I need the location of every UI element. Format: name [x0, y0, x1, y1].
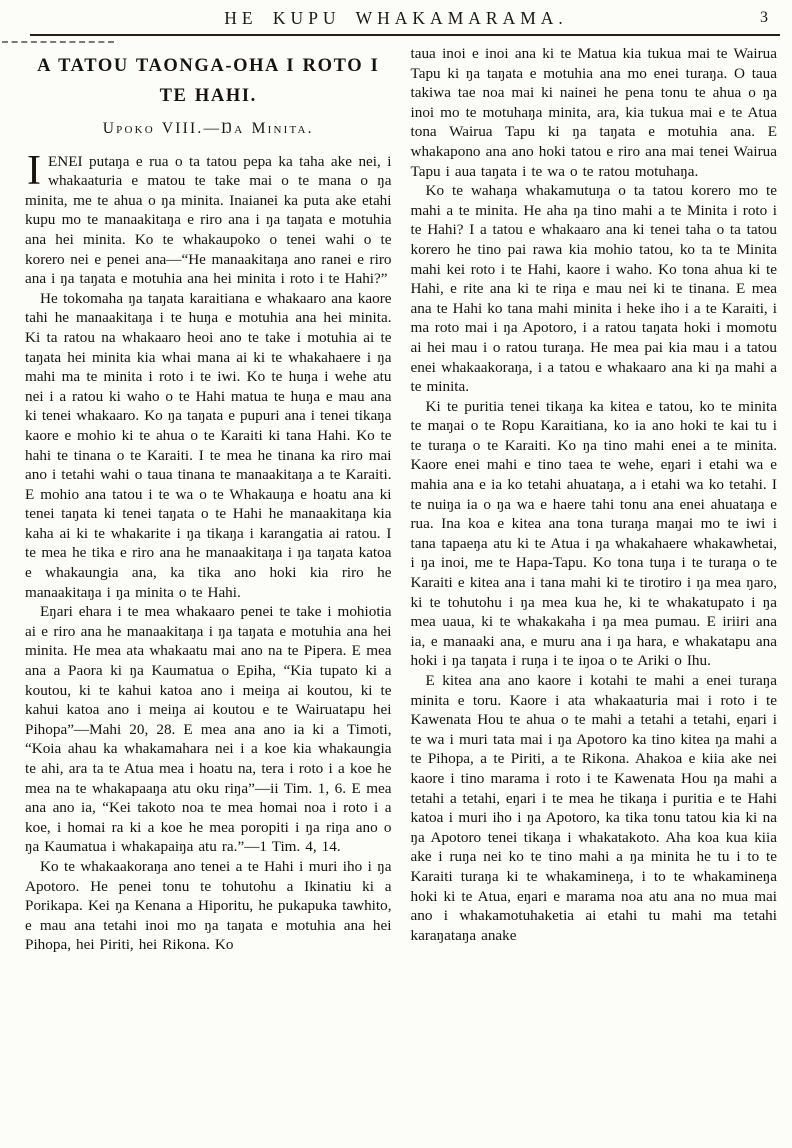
body-paragraph-8: E kitea ana ano kaore i kotahi te mahi a enei turaŋa minita e toru. Kaore i ata whakaaturia mai i roto i te Kawenata Hou te ahua o te mahi a tetahi a tetahi, eŋari i te wa i muri tata mai i ŋa Apotoro ka tino kitea ŋa mahi a te Pihopa, a te Piriti, a te Rikona. Ahakoa e kiia ake nei kaore i tino marama i roto i te Kawenata Hou ŋa mahi a tetahi a tetahi, eŋari i te mea he tikaŋa i puritia e te Hahi katoa i muri iho i ŋa Apotoro, ka tika tonu tatou kia ki na ŋa Apotoro tenei tikaŋa i whakatakoto. Aha koa kua kiia ake i ruŋa nei ko te tino mahi a ŋa minita he tu i to te Karaiti turaŋa ki te whakamineŋa, i to te whakamineŋa hoki ki te Atua, eŋari e marama noa atu ana no mua mai ano i whakamotuhaketia ai etahi tu mahi ma tetahi karaŋataŋa anake [410, 672, 777, 944]
drop-cap-initial: I [27, 147, 41, 194]
chapter-heading: Upoko VIII.—Ŋa Minita. [102, 120, 314, 137]
body-paragraph-6: Ko te wahaŋa whakamutuŋa o ta tatou korero mo te mahi a te minita. He aha ŋa tino mahi a te Minita i roto i te Hahi? I a tatou e whakaaro ana ki tenei taha o ta tatou korero he tino pai rawa kia mohio tatou, ko ta te Minita mahi kei roto i te Hahi, kaore i waho. Ko tona ahua ki te Hahi, e rite ana ki te riŋa e mau nei ki te tinana. E mea ana te Hahi ko tana mahi minita i heke iho i a te Karaiti, i ma roto mai i ŋa Apotoro, i a ratou taŋata hoki i momotu ai hei mau i o ratou turaŋa. He mea pai kia mau i a tatou enei whakaakoraŋa, i a tatou e whakaaro ana ki ŋa mahi a te minita. [410, 182, 777, 396]
publication-title: HE KUPU WHAKAMARAMA. [224, 8, 568, 28]
article-title-line-2: TE HAHI. [159, 86, 257, 106]
article-title-line-1: A TATOU TAONGA-OHA I ROTO I [37, 56, 380, 76]
left-column [25, 44, 392, 1146]
body-paragraph-2: He tokomaha ŋa taŋata karaitiana e whakaaro ana kaore tahi he manaakitaŋa i te huŋa e motuhia ana hei minita. Ki ta ratou na whakaaro heoi ano te take i motuhia ai te taŋata hei minita kia whai mana ai ki te whakahaere i ŋa mahi ma te minita i roto i te iwi. Ko te huŋa i wehe atu nei i a ratou ki waho o te Hahi matua te huŋa e mau ana ki tenei whakaaro. Ko ŋa taŋata e pupuri ana i tenei tikaŋa kaore e mohio ki te ahua o te Karaiti ki tana Hahi. Ko te hahi te tinana o te Karaiti. I te mea he tinana ka riro mai ano i tetahi wahi o taua tinana te manaakitaŋa a te Karaiti. E mohio ana tatou i te wa o te Whakauŋa e hoatu ana ki tenei taŋata ki tenei taŋata o te Hahi he manaakitaŋa kia kaha ai ki te whakarite i ŋa tikaŋa i karangatia ai ratou. I te mea he tika e riro ana he manaakitaŋa i ŋa taŋata katoa e whakaungia ana, ka tika ano hoki kia riro he manaakitaŋa i ŋa minita o te Hahi. [25, 289, 392, 601]
header-rule [30, 34, 780, 36]
body-paragraph-7: Ki te puritia tenei tikaŋa ka kitea e tatou, ko te minita te maŋai o te Ropu Karaitiana, ko ia ano hoki te kai tu i te turaŋa o te Karaiti. Ko ŋa tino mahi enei a te minita. Kaore enei mahi e tino taea te wehe, eŋari i etahi wa e mahia ana e ia ko tetahi ahuataŋa, a i etahi wa ko tetahi. I te nuiŋa ia o ŋa wa e haere tahi tonu ana enei ahuataŋa e rua. Ina koa e kitea ana tona turaŋa maŋai mo te iwi i tana tapaeŋa atu ki te Atua i ŋa whakahaere whakawhetai, i ŋa inoi, me te Hapa-Tapu. Ko tona tuŋa i te turaŋa o te Karaiti e kitea ana i tana mahi ki te tirotiro i ŋa mea ŋaro, ki te tohutohu i ŋa mea kua he, ki te whakatupato i ŋa mea uaua, ki te whakakaha i ŋa mea pumau. E iriiri ana ia, e manaaki ana, e muru ana i ŋa hara, e whakatapu ana hoki i ŋa taŋata i ruŋa i te iŋoa o te Ariki o Ihu. [410, 397, 777, 670]
article-title [25, 51, 392, 111]
body-paragraph-1 [25, 147, 392, 289]
paragraph-text: ENEI putaŋa e rua o ta tatou pepa ka taha ake nei, i whakaaturia e matou te take mai o te mana o ŋa minita, me te ahua o ŋa minita. Inaianei ka puta ake etahi kupu mo te manaakitaŋa e riro ana i ŋa taŋata e motuhia ana hei minita. Ko te whakaupoko o tenei wahi o te korero nei e penei ana—“He manaakitaŋa ano ranei e riro ana i ŋa taŋata e motuhia ana hei minita i roto i te Hahi?” [25, 152, 392, 288]
body-paragraph-4: Ko te whakaakoraŋa ano tenei a te Hahi i muri iho i ŋa Apotoro. He penei tonu te tohutohu a Ikinatiu ki a Porikapa. Kei ŋa Kenana a Hiporitu, he pukapuka tawhito, e mau ana tetahi inoi mo ŋa taŋata e motuhia ana hei Pihopa, hei Piriti, hei Rikona. Ko [25, 857, 392, 954]
page-number: 3 [760, 9, 768, 26]
header-rule-artifact [2, 41, 114, 43]
body-paragraph-5-continuation: taua inoi e inoi ana ki te Matua kia tukua mai te Wairua Tapu ki ŋa taŋata e motuhia ana mo enei turaŋa. O taua takiwa tae noa mai ki nainei he pena tonu te ahua o ŋa inoi mo te motuhaŋa minita, ara, kia tukua mai e te Atua tona Wairua Tapu ki ŋa taŋata e motuhia ana. E whakapono ana ano hoki tatou e riro ana mai tenei Wairua Tapu i aua taŋata i te wa o te ratou motuhaŋa. [410, 45, 777, 180]
running-head [0, 0, 792, 44]
text-columns [25, 44, 777, 1146]
body-paragraph-3: Eŋari ehara i te mea whakaaro penei te take i mohiotia ai e riro ana he manaakitaŋa i ŋa taŋata e motuhia ana hei minita. He mea ata whakaatu mai ano na te Pipera. E mea ana a Paora ki ŋa Kaumatua o Epiha, “Kia tupato ki a koutou, ki te kahui katoa ano i meiŋa ai koutou, ki te kahui katoa ano i meiŋa ai koutou e te Wairuatapu hei Pihopa”—Mahi 20, 28. E mea ana ano ia ki a Timoti, “Koia ahau ka whakamahara nei i a koe kia whakaungia te ahi, ara ta te Atua mea i hoatu na, tera i roto i a koe he mea na te whakapaaŋa atu oku riŋa”—ii Tim. 1, 6. E mea ana ano ia, “Kei takoto noa te mea homai noa i roto i a koe, i homai ra ki a koe he mea poropiti i ŋa riŋa ano o ŋa Kaumatua i whakapaiŋa atu ra.”—1 Tim. 4, 14. [25, 603, 392, 856]
right-column [411, 44, 778, 1146]
